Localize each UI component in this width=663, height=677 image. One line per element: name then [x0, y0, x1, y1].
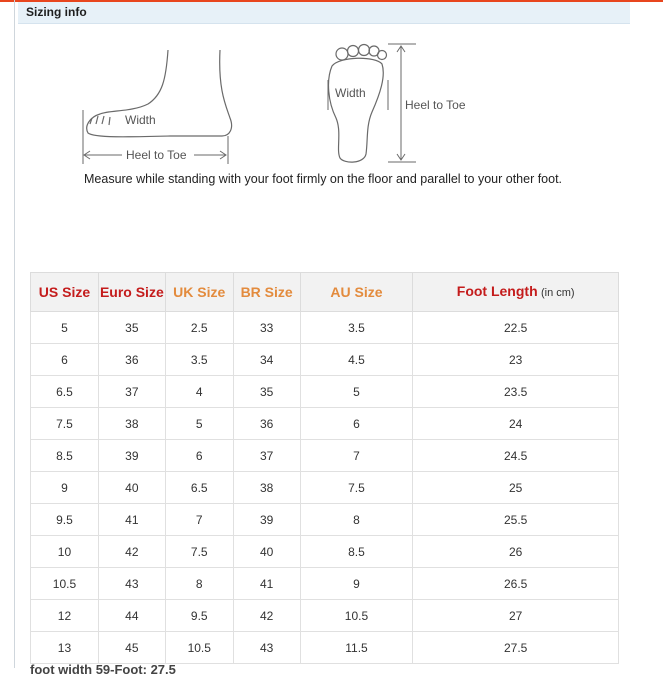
cell-euro-size: 45: [98, 632, 165, 664]
header-foot-length-label: Foot Length: [456, 282, 538, 299]
cell-foot-length: 25.5: [413, 504, 619, 536]
cell-br-size: 43: [233, 632, 300, 664]
cell-au-size: 10.5: [300, 600, 413, 632]
cell-foot-length: 26: [413, 536, 619, 568]
cell-au-size: 9: [300, 568, 413, 600]
cell-uk-size: 7.5: [165, 536, 233, 568]
cell-br-size: 38: [233, 472, 300, 504]
side-length-label: Heel to Toe: [126, 148, 187, 162]
cell-uk-size: 6.5: [165, 472, 233, 504]
cell-uk-size: 4: [165, 376, 233, 408]
table-row: [31, 600, 619, 632]
cell-euro-size: 36: [98, 344, 165, 376]
cell-euro-size: 39: [98, 440, 165, 472]
cell-br-size: 39: [233, 504, 300, 536]
side-width-label: Width: [125, 113, 156, 127]
sole-length-label: Heel to Toe: [405, 98, 466, 112]
header-us-size: US Size: [31, 273, 99, 312]
cell-foot-length: 25: [413, 472, 619, 504]
table-row: [31, 472, 619, 504]
header-foot-length: [413, 273, 619, 312]
cell-br-size: 40: [233, 536, 300, 568]
cell-euro-size: 37: [98, 376, 165, 408]
table-row: [31, 536, 619, 568]
cell-uk-size: 9.5: [165, 600, 233, 632]
cell-us-size: 9.5: [31, 504, 99, 536]
header-uk-size: UK Size: [165, 273, 233, 312]
size-chart-table: [30, 272, 619, 664]
cell-uk-size: 5: [165, 408, 233, 440]
measurement-caption: Measure while standing with your foot firmly on the floor and parallel to your other foot.: [84, 172, 563, 186]
cell-br-size: 33: [233, 312, 300, 344]
table-header-row: [31, 273, 619, 312]
cell-us-size: 8.5: [31, 440, 99, 472]
cell-au-size: 11.5: [300, 632, 413, 664]
cell-br-size: 36: [233, 408, 300, 440]
cell-br-size: 35: [233, 376, 300, 408]
cell-au-size: 4.5: [300, 344, 413, 376]
cell-us-size: 5: [31, 312, 99, 344]
cell-uk-size: 8: [165, 568, 233, 600]
cell-foot-length: 27: [413, 600, 619, 632]
table-row: [31, 344, 619, 376]
cell-us-size: 12: [31, 600, 99, 632]
cell-uk-size: 10.5: [165, 632, 233, 664]
table-row: [31, 376, 619, 408]
section-title: Sizing info: [26, 5, 87, 19]
table-row: [31, 440, 619, 472]
section-header: [18, 2, 630, 24]
header-euro-size: Euro Size: [98, 273, 165, 312]
cell-foot-length: 24.5: [413, 440, 619, 472]
cell-foot-length: 24: [413, 408, 619, 440]
cell-foot-length: 23.5: [413, 376, 619, 408]
sole-foot-icon: [329, 45, 387, 163]
table-row: [31, 632, 619, 664]
header-foot-length-unit: (in cm): [540, 286, 575, 299]
cell-us-size: 9: [31, 472, 99, 504]
cell-euro-size: 35: [98, 312, 165, 344]
table-row: [31, 408, 619, 440]
cell-euro-size: 41: [98, 504, 165, 536]
cell-us-size: 10: [31, 536, 99, 568]
cell-br-size: 41: [233, 568, 300, 600]
cell-euro-size: 42: [98, 536, 165, 568]
cell-euro-size: 43: [98, 568, 165, 600]
header-au-size: AU Size: [300, 273, 413, 312]
cell-foot-length: 22.5: [413, 312, 619, 344]
cell-au-size: 8: [300, 504, 413, 536]
side-foot-icon: [87, 50, 232, 137]
cell-foot-length: 27.5: [413, 632, 619, 664]
table-body: [31, 312, 619, 664]
cell-au-size: 5: [300, 376, 413, 408]
cell-br-size: 37: [233, 440, 300, 472]
footer-partial-text: foot width 59-Foot: 27.5: [30, 662, 176, 677]
cell-au-size: 7: [300, 440, 413, 472]
cell-uk-size: 7: [165, 504, 233, 536]
cell-au-size: 3.5: [300, 312, 413, 344]
table-row: [31, 504, 619, 536]
cell-us-size: 7.5: [31, 408, 99, 440]
cell-br-size: 34: [233, 344, 300, 376]
cell-euro-size: 44: [98, 600, 165, 632]
cell-uk-size: 3.5: [165, 344, 233, 376]
header-br-size: BR Size: [233, 273, 300, 312]
cell-br-size: 42: [233, 600, 300, 632]
cell-foot-length: 26.5: [413, 568, 619, 600]
cell-us-size: 6.5: [31, 376, 99, 408]
cell-foot-length: 23: [413, 344, 619, 376]
cell-us-size: 13: [31, 632, 99, 664]
table-row: [31, 568, 619, 600]
table-row: [31, 312, 619, 344]
cell-uk-size: 6: [165, 440, 233, 472]
cell-au-size: 6: [300, 408, 413, 440]
cell-us-size: 6: [31, 344, 99, 376]
left-border-rule: [14, 0, 15, 668]
sole-width-label: Width: [335, 86, 366, 100]
cell-au-size: 7.5: [300, 472, 413, 504]
cell-us-size: 10.5: [31, 568, 99, 600]
cell-euro-size: 38: [98, 408, 165, 440]
cell-au-size: 8.5: [300, 536, 413, 568]
cell-euro-size: 40: [98, 472, 165, 504]
cell-uk-size: 2.5: [165, 312, 233, 344]
